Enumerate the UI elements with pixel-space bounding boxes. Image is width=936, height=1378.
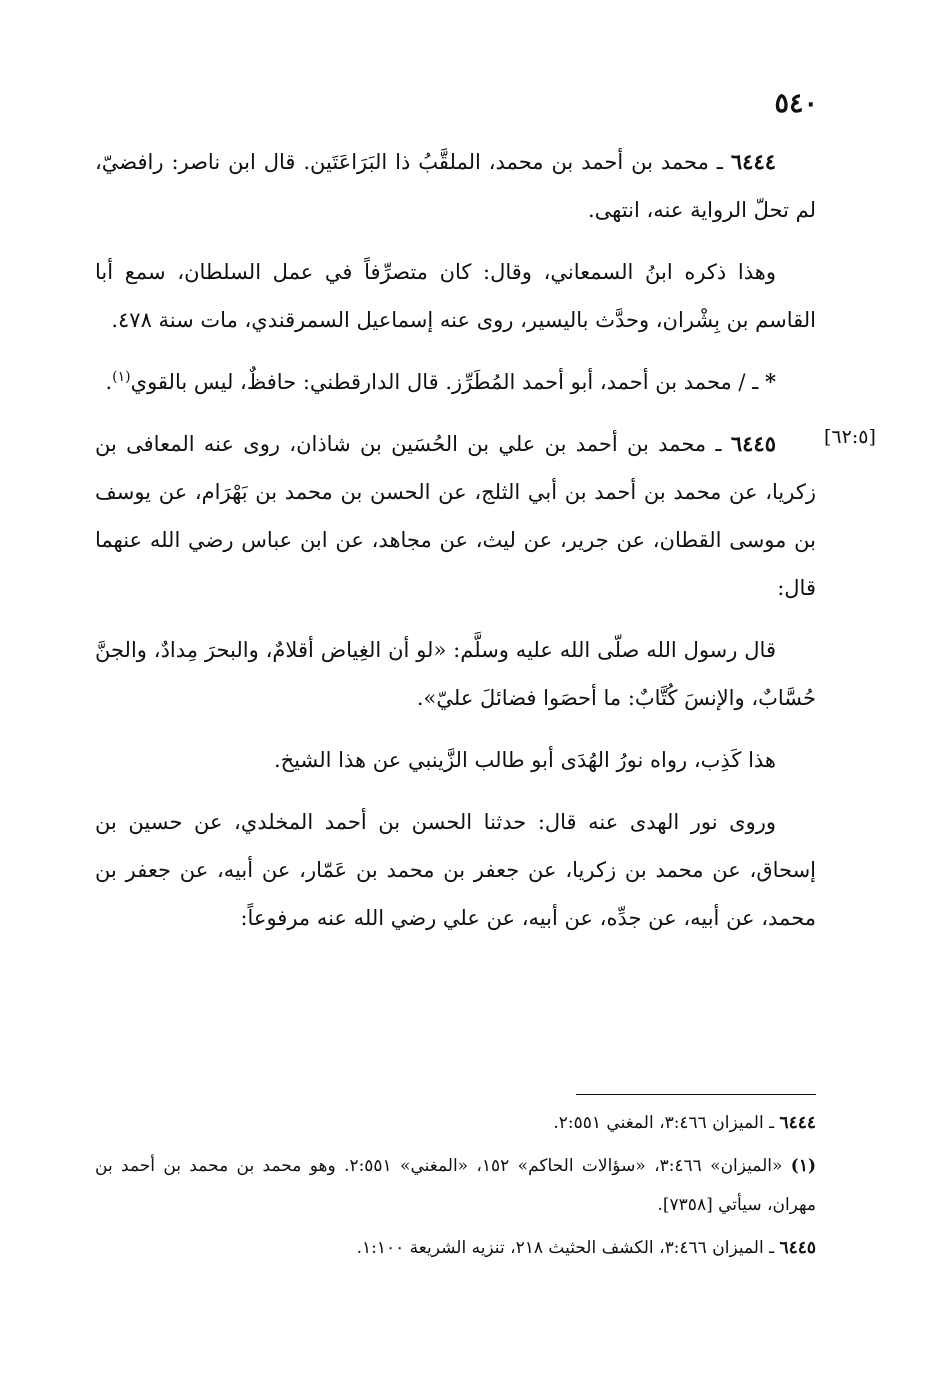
entry-text: ـ محمد بن أحمد بن محمد، الملقَّبُ ذا البَرَاعَتَين. قال ابن ناصر: رافضيّ، لم تحلّ الرواية عنه، انتهى. bbox=[95, 150, 816, 222]
footnote-text: ـ الميزان ٣:٤٦٦، المغني ٢:٥٥١. bbox=[553, 1113, 780, 1133]
paragraph-text: وروى نور الهدى عنه قال: حدثنا الحسن بن أحمد المخلدي، عن حسين بن إسحاق، عن محمد بن زكريا، عن جعفر بن محمد بن عَمّار، عن أبيه، عن جعفر بن محمد، عن أبيه، عن جدِّه، عن أبيه، عن علي رضي الله عنه مرفوعاً: bbox=[95, 810, 816, 930]
entry-text: ـ / محمد بن أحمد، أبو أحمد المُطَرِّز. قال الدارقطني: حافظٌ، ليس بالقوي bbox=[130, 370, 766, 394]
paragraph-text: وهذا ذكره ابنُ السمعاني، وقال: كان متصرِّفاً في عمل السلطان، سمع أبا القاسم بن بِشْران، وحدَّث باليسير، روى عنه إسماعيل السمرقندي، مات سنة ٤٧٨. bbox=[95, 260, 816, 332]
entry-text: ـ محمد بن أحمد بن علي بن الحُسَين بن شاذان، روى عنه المعافى بن زكريا، عن محمد بن أحمد بن أبي الثلج، عن الحسن بن محمد بن بَهْرَام، عن يوسف بن موسى القطان، عن جرير، عن ليث، عن مجاهد، عن ابن عباس رضي الله عنهما قال: bbox=[95, 432, 816, 600]
entry-number: ٦٤٤٥ bbox=[730, 431, 776, 456]
asterisk-marker: * bbox=[765, 369, 776, 394]
paragraph-text: هذا كَذِب، رواه نورُ الهُدَى أبو طالب الزَّينبي عن هذا الشيخ. bbox=[273, 748, 776, 772]
hadith-quote bbox=[95, 626, 816, 722]
footnote-divider bbox=[576, 1094, 816, 1095]
paragraph-text: قال رسول الله صلّى الله عليه وسلَّم: «لو أن الغِياض أقلامٌ، والبحرَ مِدادٌ، والجنَّ حُسَّابٌ، والإنسَ كُتَّابٌ: ما أحصَوا فضائلَ عليّ». bbox=[95, 638, 816, 710]
paragraph bbox=[95, 798, 816, 942]
entry-6444 bbox=[95, 138, 816, 234]
footnote bbox=[95, 1147, 816, 1225]
margin-reference: [٦٢:٥] bbox=[824, 426, 876, 448]
entry-number: ٦٤٤٤ bbox=[730, 149, 777, 174]
footnote-number: ٦٤٤٤ bbox=[779, 1113, 816, 1133]
footnote-text: «الميزان» ٣:٤٦٦، «سؤالات الحاكم» ١٥٢، «المغني» ٢:٥٥١. وهو محمد بن محمد بن أحمد بن مهران، سيأتي [٧٣٥٨]. bbox=[95, 1156, 816, 1215]
entry-tail: . bbox=[105, 370, 113, 394]
paragraph bbox=[95, 736, 816, 784]
footnote bbox=[95, 1104, 816, 1143]
footnote-number: ٦٤٤٥ bbox=[779, 1238, 816, 1258]
entry-unnumbered bbox=[95, 358, 816, 406]
footnote-number: (١) bbox=[790, 1156, 816, 1176]
footnotes bbox=[95, 1104, 816, 1272]
paragraph bbox=[95, 248, 816, 344]
footnote-ref: (١) bbox=[112, 369, 131, 385]
main-text bbox=[95, 138, 816, 956]
footnote bbox=[95, 1229, 816, 1268]
entry-6445 bbox=[95, 420, 816, 612]
footnote-text: ـ الميزان ٣:٤٦٦، الكشف الحثيث ٢١٨، تنزيه الشريعة ١:١٠٠. bbox=[356, 1238, 780, 1258]
page-number: ٥٤٠ bbox=[774, 88, 818, 119]
